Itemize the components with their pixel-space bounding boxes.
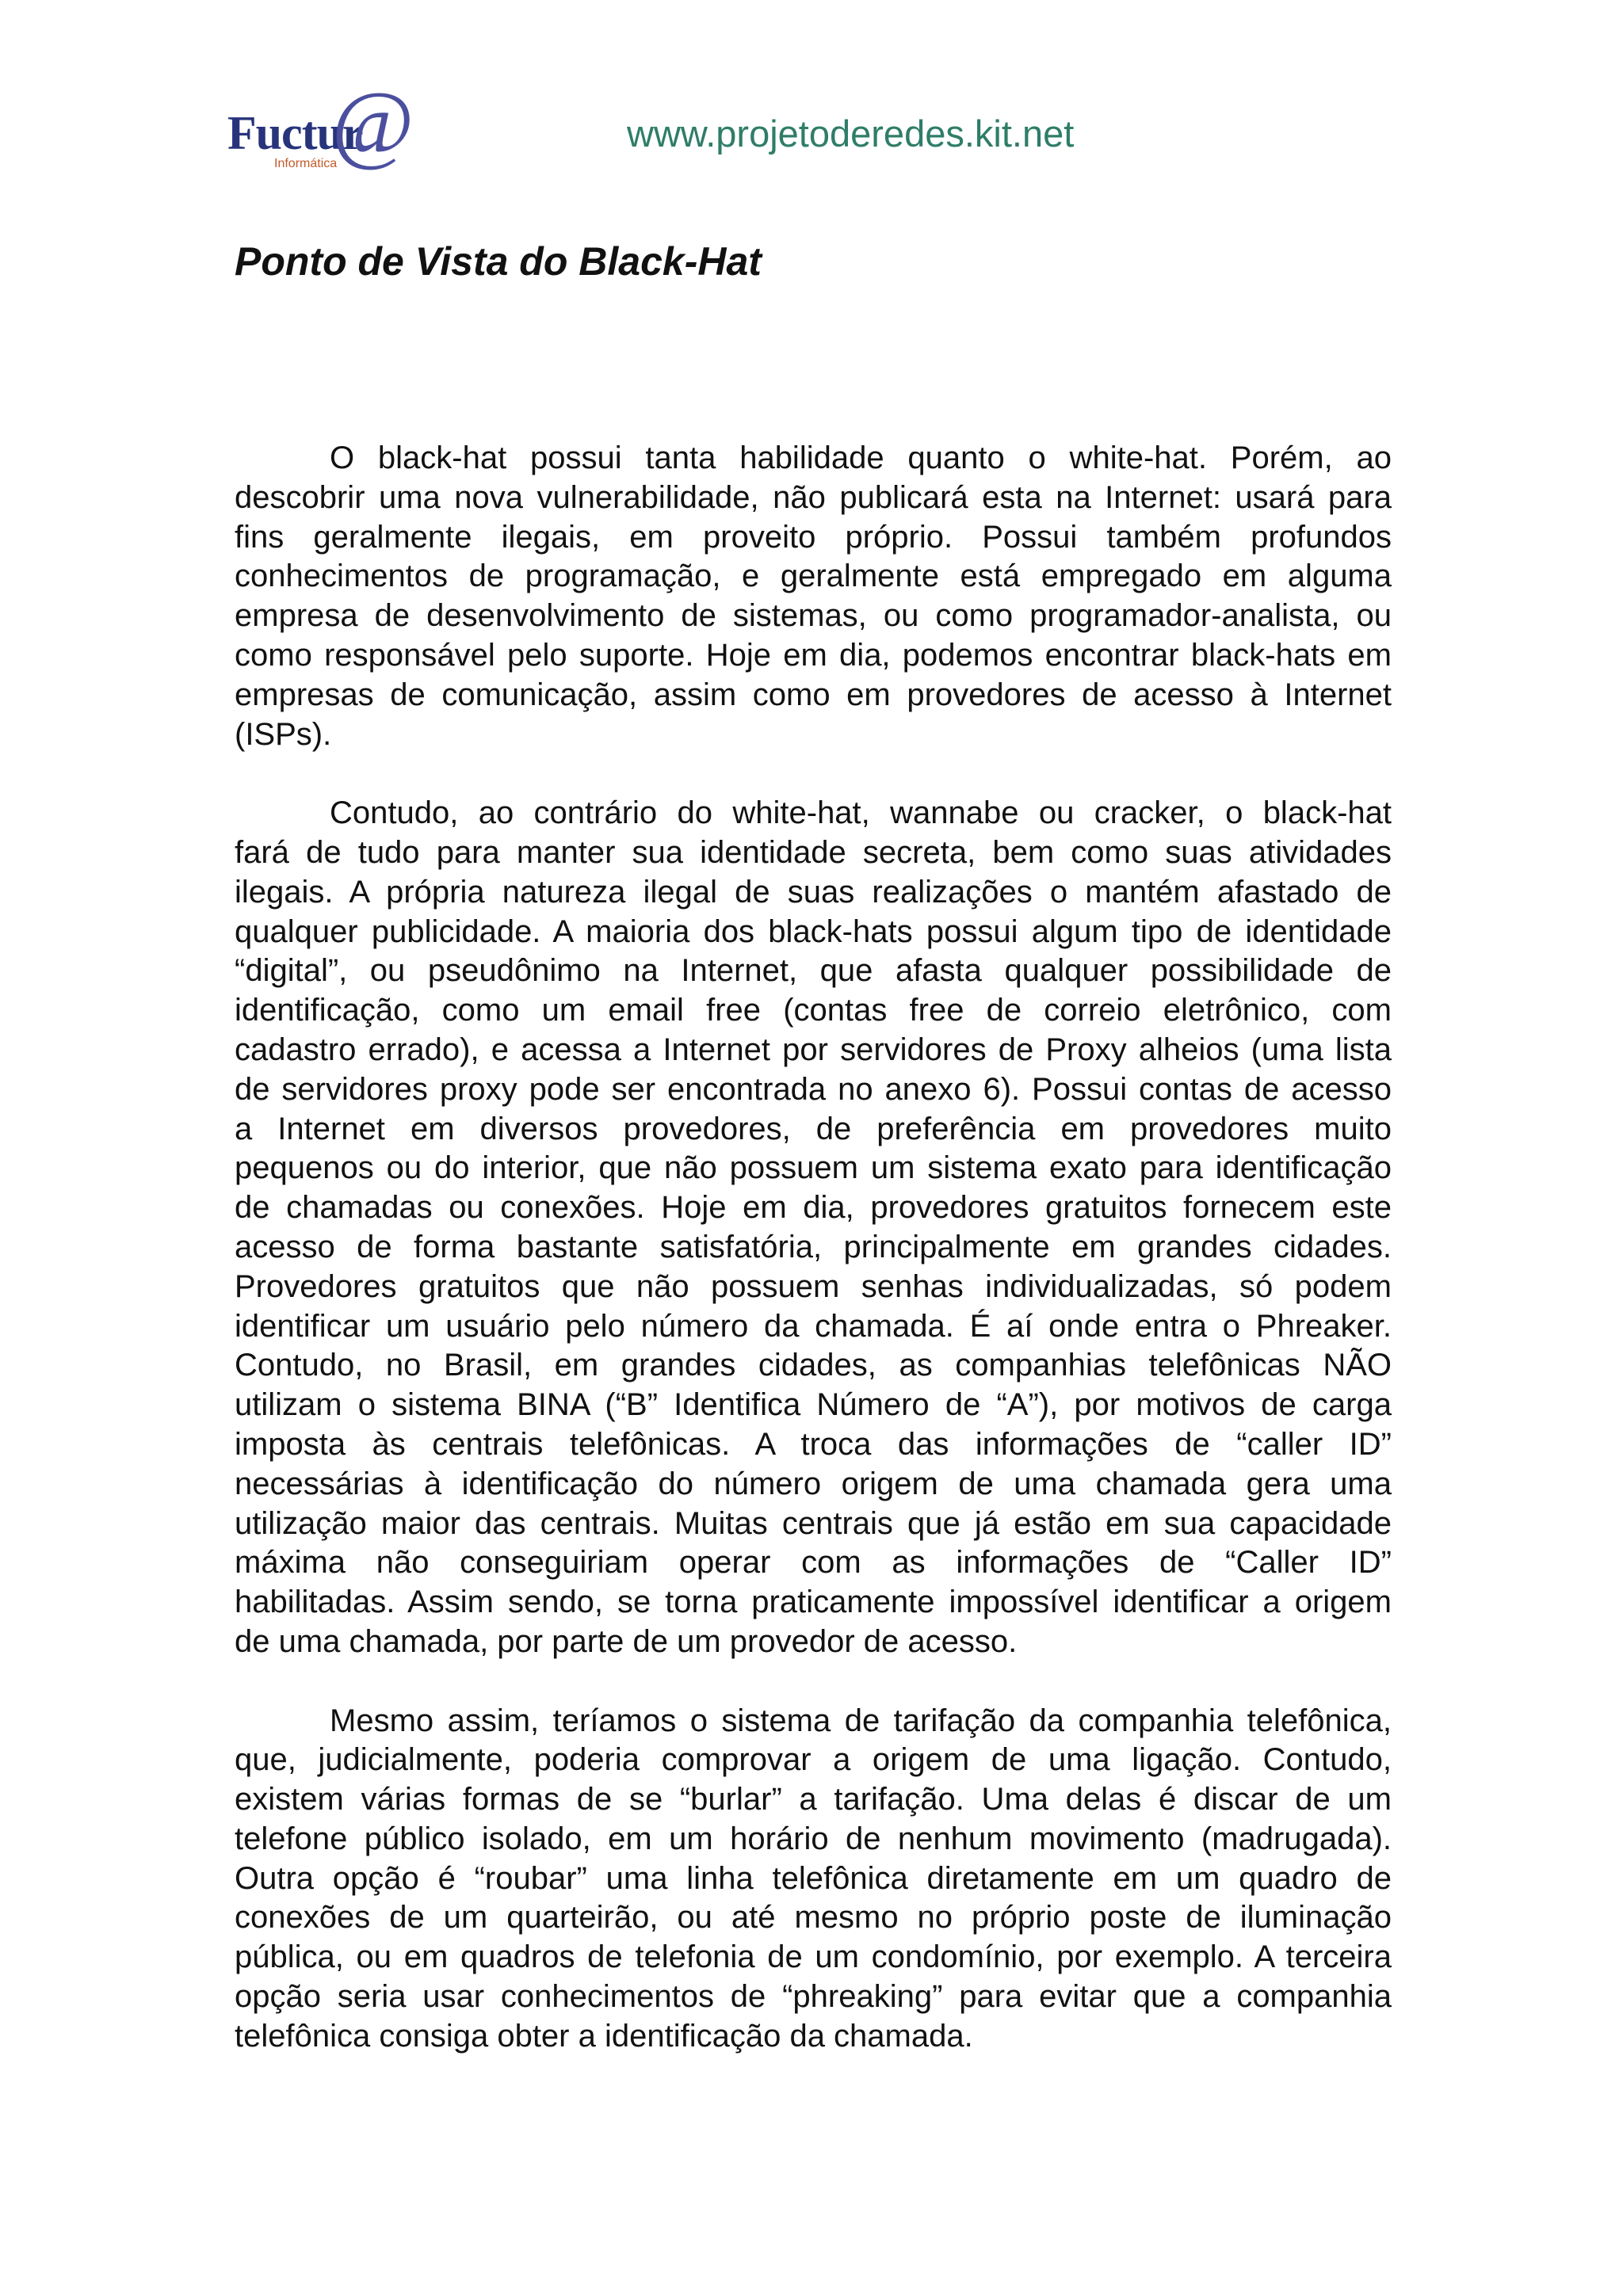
fuctura-logo <box>222 75 436 182</box>
text-line: a Internet em diversos provedores, de preferência em provedores muito <box>235 1111 1392 1146</box>
text-line: O black-hat possui tanta habilidade quanto o white-hat. Porém, ao <box>330 441 1392 475</box>
header-url: www.projetoderedes.kit.net <box>627 113 1075 154</box>
paragraph-2 <box>235 794 1392 1662</box>
text-line: conexões de um quarteirão, ou até mesmo no próprio poste de iluminação <box>235 1900 1392 1936</box>
text-line: identificar um usuário pelo número da chamada. É aí onde entra o Phreaker. <box>235 1308 1392 1344</box>
text-line: de uma chamada, por parte de um provedor de acesso. <box>235 1623 1018 1659</box>
paragraph-3 <box>235 1702 1392 2057</box>
text-line: necessárias à identificação do número origem de uma chamada gera uma <box>235 1466 1392 1501</box>
text-line: ilegais. A própria natureza ilegal de suas realizações o mantém afastado de <box>235 874 1392 910</box>
logo-name: Fuctur <box>227 107 363 159</box>
text-line: utilizam o sistema BINA (“B” Identifica Número de “A”), por motivos de carga <box>235 1387 1392 1423</box>
text-line: acesso de forma bastante satisfatória, principalmente em grandes cidades. <box>235 1229 1392 1264</box>
text-line: de servidores proxy pode ser encontrada no anexo 6). Possui contas de acesso <box>235 1071 1392 1107</box>
page-title: Ponto de Vista do Black-Hat <box>235 239 762 284</box>
text-line: Contudo, no Brasil, em grandes cidades, as companhias telefônicas NÃO <box>235 1348 1392 1383</box>
body-text <box>235 439 1392 2096</box>
text-line: conhecimentos de programação, e geralmente está empregado em alguma <box>235 559 1392 594</box>
text-line: utilização maior das centrais. Muitas centrais que já estão em sua capacidade <box>235 1505 1392 1541</box>
text-line: de chamadas ou conexões. Hoje em dia, provedores gratuitos fornecem este <box>235 1190 1392 1226</box>
text-line: habilitadas. Assim sendo, se torna praticamente impossível identificar a origem <box>235 1585 1392 1620</box>
logo-at-symbol: @ <box>331 74 414 173</box>
paragraph-1 <box>235 439 1392 754</box>
text-line: (ISPs). <box>235 716 332 752</box>
text-line: Provedores gratuitos que não possuem senhas individualizadas, só podem <box>235 1268 1392 1304</box>
text-line: pública, ou em quadros de telefonia de um condomínio, por exemplo. A terceira <box>235 1939 1392 1975</box>
text-line: telefônica consiga obter a identificação da chamada. <box>235 2018 973 2054</box>
text-line: opção seria usar conhecimentos de “phreaking” para evitar que a companhia <box>235 1979 1392 2015</box>
text-line: como responsável pelo suporte. Hoje em dia, podemos encontrar black-hats em <box>235 637 1392 673</box>
text-line: empresas de comunicação, assim como em provedores de acesso à Internet <box>235 677 1392 712</box>
text-line: cadastro errado), e acessa a Internet por servidores de Proxy alheios (uma lista <box>235 1032 1392 1067</box>
text-line: pequenos ou do interior, que não possuem um sistema exato para identificação <box>235 1150 1392 1186</box>
text-line: fará de tudo para manter sua identidade secreta, bem como suas atividades <box>235 834 1392 870</box>
text-line: identificação, como um email free (contas free de correio eletrônico, com <box>235 993 1392 1028</box>
text-line: empresa de desenvolvimento de sistemas, ou como programador-analista, ou <box>235 598 1392 634</box>
text-line: fins geralmente ilegais, em proveito próprio. Possui também profundos <box>235 519 1392 555</box>
text-line: “digital”, ou pseudônimo na Internet, que afasta qualquer possibilidade de <box>235 953 1392 989</box>
text-line: descobrir uma nova vulnerabilidade, não publicará esta na Internet: usará para <box>235 479 1392 515</box>
text-line: Contudo, ao contrário do white-hat, wannabe ou cracker, o black-hat <box>330 795 1392 831</box>
logo-tagline: Informática <box>274 157 338 170</box>
text-line: existem várias formas de se “burlar” a tarifação. Uma delas é discar de um <box>235 1782 1392 1817</box>
text-line: Mesmo assim, teríamos o sistema de tarifação da companhia telefônica, <box>330 1703 1392 1738</box>
text-line: máxima não conseguiriam operar com as informações de “Caller ID” <box>235 1545 1392 1581</box>
text-line: qualquer publicidade. A maioria dos black-hats possui algum tipo de identidade <box>235 913 1392 949</box>
text-line: imposta às centrais telefônicas. A troca das informações de “caller ID” <box>235 1426 1392 1462</box>
text-line: Outra opção é “roubar” uma linha telefônica diretamente em um quadro de <box>235 1860 1392 1896</box>
text-line: telefone público isolado, em um horário de nenhum movimento (madrugada). <box>235 1821 1392 1856</box>
text-line: que, judicialmente, poderia comprovar a origem de uma ligação. Contudo, <box>235 1742 1392 1778</box>
